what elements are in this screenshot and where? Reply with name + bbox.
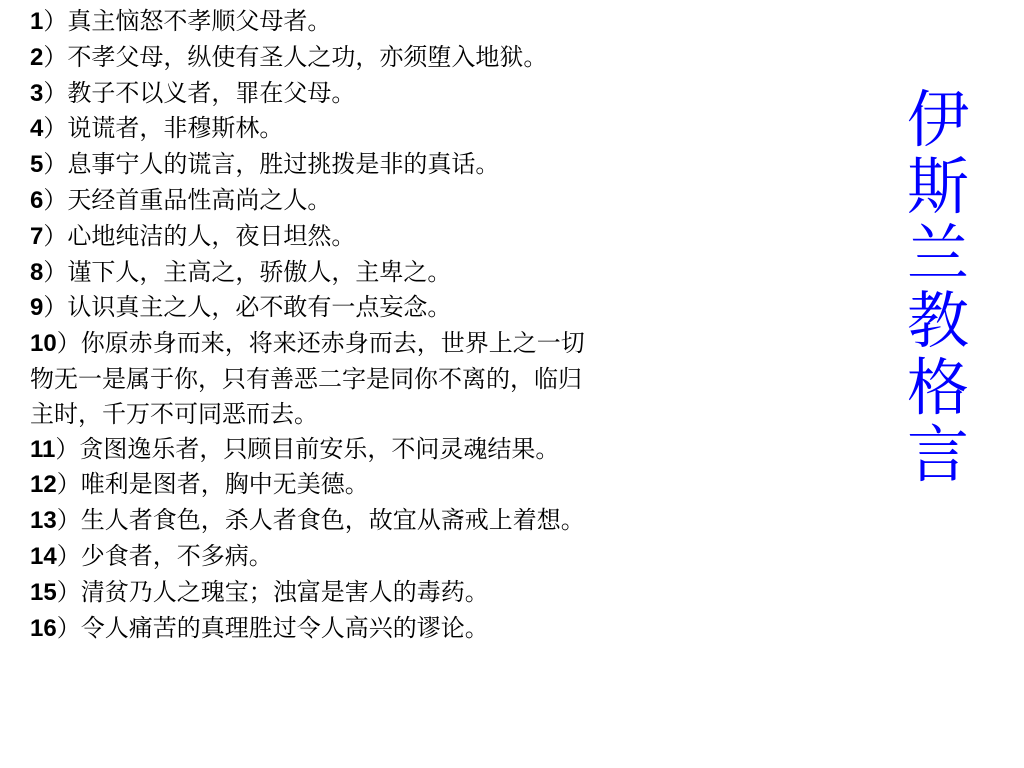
item-number: 4 bbox=[30, 115, 44, 143]
item-paren: ） bbox=[43, 42, 68, 71]
maxim-item bbox=[30, 467, 830, 503]
item-number: 16 bbox=[30, 614, 57, 642]
item-text: 教子不以义者，罪在父母。 bbox=[67, 78, 356, 107]
title-char: 格 bbox=[906, 351, 969, 424]
item-number: 6 bbox=[30, 186, 44, 214]
maxim-item bbox=[30, 147, 830, 183]
item-text: 少食者，不多病。 bbox=[80, 541, 273, 570]
item-paren: ） bbox=[56, 506, 81, 535]
item-paren: ） bbox=[56, 577, 81, 606]
item-text: 谨下人，主高之，骄傲人，主卑之。 bbox=[67, 257, 452, 286]
item-text: 令人痛苦的真理胜过令人高兴的谬论。 bbox=[80, 613, 489, 642]
item-paren: ） bbox=[43, 114, 68, 143]
item-number: 7 bbox=[30, 222, 44, 250]
maxim-item bbox=[30, 4, 830, 40]
item-number: 5 bbox=[30, 151, 44, 179]
item-text: 心地纯洁的人，夜日坦然。 bbox=[67, 221, 356, 250]
item-text: 认识真主之人，必不敢有一点妄念。 bbox=[67, 293, 452, 322]
item-number: 1 bbox=[30, 8, 44, 35]
title-char: 言 bbox=[906, 418, 969, 491]
item-text: 说谎者，非穆斯林。 bbox=[67, 114, 284, 143]
item-text: 物无一是属于你，只有善恶二字是同你不离的，临归 bbox=[30, 364, 582, 393]
item-text: 主时，千万不可同恶而去。 bbox=[30, 399, 318, 428]
item-paren: ） bbox=[43, 150, 68, 179]
item-number: 3 bbox=[30, 79, 44, 107]
item-number: 2 bbox=[30, 43, 44, 71]
item-paren: ） bbox=[56, 541, 81, 570]
maxim-item bbox=[30, 539, 830, 575]
maxim-item bbox=[30, 255, 830, 291]
maxim-item bbox=[30, 290, 830, 326]
item-number: 12 bbox=[30, 471, 57, 499]
maxim-item bbox=[30, 76, 830, 112]
item-number: 8 bbox=[30, 258, 44, 286]
maxim-item bbox=[30, 40, 830, 76]
item-paren: ） bbox=[43, 7, 68, 35]
item-text: 生人者食色，杀人者食色，故宜从斋戒上着想。 bbox=[80, 506, 585, 535]
item-text: 唯利是图者，胸中无美德。 bbox=[80, 470, 369, 499]
item-paren: ） bbox=[56, 470, 81, 499]
item-paren: ） bbox=[43, 78, 68, 107]
maxim-item-continuation bbox=[30, 397, 830, 432]
item-text: 真主恼怒不孝顺父母者。 bbox=[67, 7, 332, 35]
title-char: 斯 bbox=[906, 150, 969, 223]
maxim-item bbox=[30, 503, 830, 539]
item-text: 天经首重品性高尚之人。 bbox=[67, 185, 332, 214]
maxim-item bbox=[30, 183, 830, 219]
item-text: 清贫乃人之瑰宝；浊富是害人的毒药。 bbox=[80, 577, 489, 606]
title-char: 教 bbox=[906, 284, 969, 357]
item-paren: ） bbox=[43, 185, 68, 214]
item-number: 10 bbox=[30, 330, 57, 358]
item-text: 息事宁人的谎言，胜过挑拨是非的真话。 bbox=[67, 150, 500, 179]
item-text: 贪图逸乐者，只顾目前安乐，不问灵魂结果。 bbox=[79, 434, 560, 463]
item-text: 你原赤身而来，将来还赤身而去，世界上之一切 bbox=[80, 329, 585, 358]
item-number: 9 bbox=[30, 294, 44, 322]
item-text: 不孝父母，纵使有圣人之功，亦须堕入地狱。 bbox=[67, 42, 548, 71]
item-paren: ） bbox=[43, 257, 68, 286]
item-paren: ） bbox=[43, 221, 68, 250]
slide-title-vertical bbox=[898, 83, 978, 491]
item-number: 14 bbox=[30, 542, 57, 570]
maxim-item bbox=[30, 326, 830, 362]
maxim-item bbox=[30, 575, 830, 611]
maxim-item bbox=[30, 219, 830, 255]
maxim-item bbox=[30, 432, 830, 468]
item-paren: ） bbox=[56, 613, 81, 642]
item-number: 15 bbox=[30, 578, 57, 606]
maxim-item-continuation bbox=[30, 362, 830, 397]
maxim-item bbox=[30, 111, 830, 147]
item-paren: ） bbox=[43, 293, 68, 322]
maxim-item bbox=[30, 611, 830, 647]
maxims-list bbox=[30, 4, 830, 646]
item-number: 13 bbox=[30, 507, 57, 535]
item-number: 11 bbox=[30, 435, 56, 463]
title-char: 兰 bbox=[906, 217, 969, 290]
title-char: 伊 bbox=[906, 83, 969, 156]
item-paren: ） bbox=[55, 434, 80, 463]
item-paren: ） bbox=[56, 329, 81, 358]
